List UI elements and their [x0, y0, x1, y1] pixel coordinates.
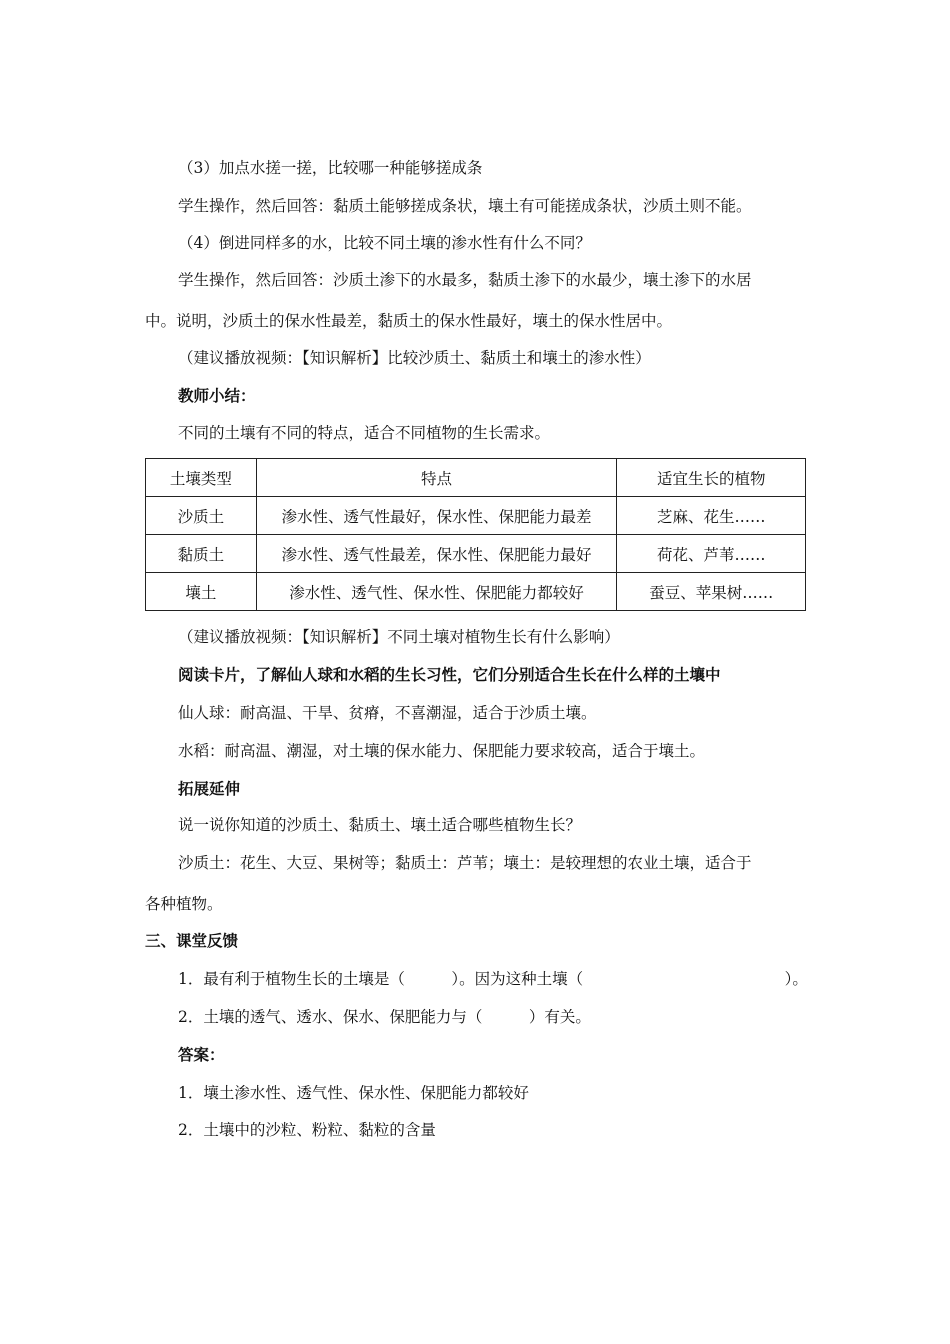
soil-comparison-table [145, 458, 806, 611]
extension-answer-line1: 沙质土：花生、大豆、果树等；黏质土：芦苇；壤土：是较理想的农业土壤，适合于 [178, 854, 752, 872]
reading-card-heading: 阅读卡片，了解仙人球和水稻的生长习性，它们分别适合生长在什么样的土壤中 [178, 665, 721, 684]
cactus-text: 仙人球：耐高温、干旱、贫瘠，不喜潮湿，适合于沙质土壤。 [178, 704, 597, 722]
summary-heading: 教师小结： [178, 386, 256, 405]
video-suggestion-2: （建议播放视频：【知识解析】不同土壤对植物生长有什么影响） [178, 628, 620, 646]
table-cell: 蚕豆、苹果树…… [617, 573, 806, 611]
answer-2: 2．土壤中的沙粒、粉粒、黏粒的含量 [178, 1121, 436, 1139]
answer-heading: 答案： [178, 1045, 225, 1064]
step4-text: （4）倒进同样多的水，比较不同土壤的渗水性有什么不同？ [178, 234, 591, 252]
table-header-cell: 土壤类型 [146, 459, 257, 497]
table-cell: 渗水性、透气性最好，保水性、保肥能力最差 [256, 497, 617, 535]
question-2: 2．土壤的透气、透水、保水、保肥能力与（ ）有关。 [178, 1008, 591, 1026]
extension-question: 说一说你知道的沙质土、黏质土、壤土适合哪些植物生长？ [178, 816, 582, 834]
table-row [146, 573, 806, 611]
table-cell: 沙质土 [146, 497, 257, 535]
summary-text: 不同的土壤有不同的特点，适合不同植物的生长需求。 [178, 424, 551, 442]
table-cell: 芝麻、花生…… [617, 497, 806, 535]
answer-1: 1．壤土渗水性、透气性、保水性、保肥能力都较好 [178, 1084, 529, 1102]
table-row [146, 497, 806, 535]
table-cell: 渗水性、透气性最差，保水性、保肥能力最好 [256, 535, 617, 573]
step3-answer: 学生操作，然后回答：黏质土能够搓成条状，壤土有可能搓成条状，沙质土则不能。 [178, 197, 752, 215]
step4-answer-line1: 学生操作，然后回答：沙质土渗下的水最多，黏质土渗下的水最少，壤土渗下的水居 [178, 271, 752, 289]
step4-answer-line2: 中。说明，沙质土的保水性最差，黏质土的保水性最好，壤土的保水性居中。 [145, 312, 673, 330]
step3-text: （3）加点水搓一搓，比较哪一种能够搓成条 [178, 159, 483, 177]
table-header-cell: 特点 [256, 459, 617, 497]
feedback-heading: 三、课堂反馈 [145, 931, 239, 950]
table-header-cell: 适宜生长的植物 [617, 459, 806, 497]
table-cell: 荷花、芦苇…… [617, 535, 806, 573]
table-cell: 黏质土 [146, 535, 257, 573]
table-header-row [146, 459, 806, 497]
table-row [146, 535, 806, 573]
question-1: 1．最有利于植物生长的土壤是（ ）。因为这种土壤（ ）。 [178, 970, 808, 988]
table-cell: 渗水性、透气性、保水性、保肥能力都较好 [256, 573, 617, 611]
extension-answer-line2: 各种植物。 [145, 895, 223, 913]
extension-heading: 拓展延伸 [178, 779, 241, 798]
rice-text: 水稻：耐高温、潮湿，对土壤的保水能力、保肥能力要求较高，适合于壤土。 [178, 742, 706, 760]
table-cell: 壤土 [146, 573, 257, 611]
video-suggestion-1: （建议播放视频：【知识解析】比较沙质土、黏质土和壤土的渗水性） [178, 349, 651, 367]
